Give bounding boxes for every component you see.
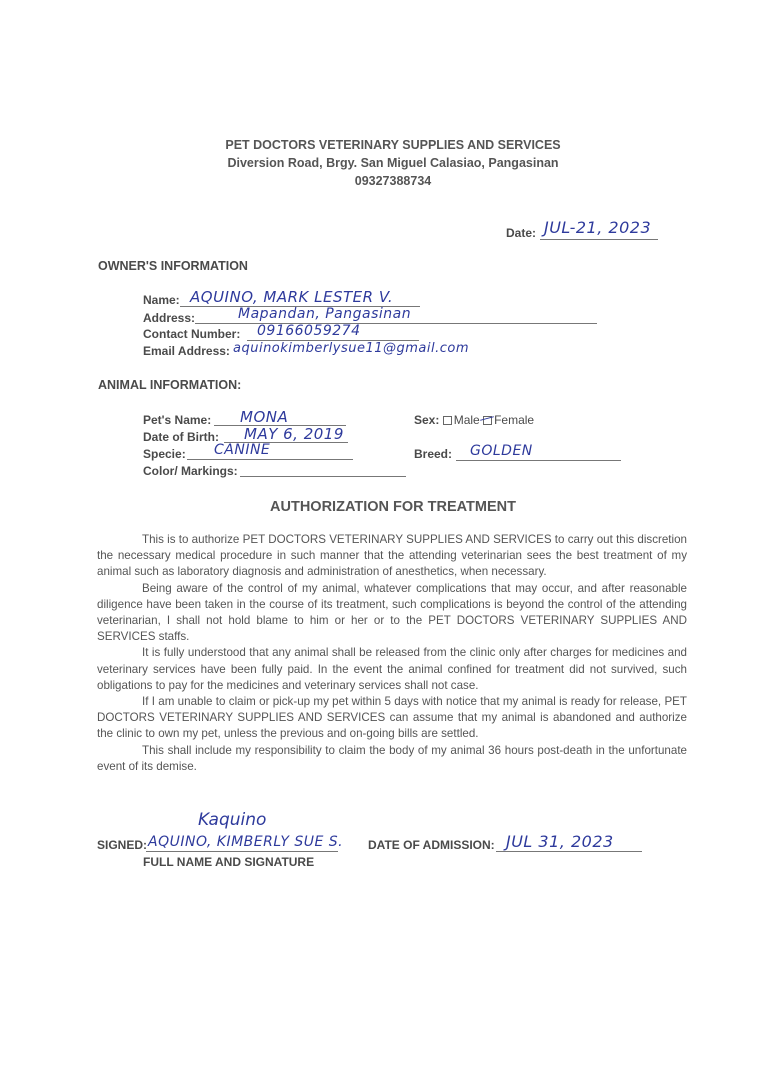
admission-label: DATE OF ADMISSION: <box>368 838 495 852</box>
authorization-title: AUTHORIZATION FOR TREATMENT <box>270 499 516 515</box>
owner-heading: OWNER'S INFORMATION <box>98 259 248 273</box>
owner-email-label: Email Address: <box>143 344 230 358</box>
signed-value: AQUINO, KIMBERLY SUE S. <box>148 834 344 850</box>
specie-line <box>187 459 353 460</box>
owner-address-line <box>195 323 597 324</box>
pet-name-label: Pet's Name: <box>143 413 212 427</box>
owner-contact-label: Contact Number: <box>143 327 241 341</box>
clinic-address: Diversion Road, Brgy. San Miguel Calasiao, Pangasinan <box>227 156 559 170</box>
male-checkbox[interactable] <box>443 416 452 425</box>
clinic-name: PET DOCTORS VETERINARY SUPPLIES AND SERVICES <box>225 138 561 152</box>
female-check-mark <box>480 417 494 422</box>
specie-value: CANINE <box>214 442 271 458</box>
breed-value: GOLDEN <box>470 443 533 459</box>
owner-address-label: Address: <box>143 311 196 325</box>
admission-value: JUL 31, 2023 <box>506 832 614 851</box>
date-line <box>540 239 658 240</box>
owner-name-value: AQUINO, MARK LESTER V. <box>190 288 394 306</box>
color-line <box>240 476 406 477</box>
breed-line <box>456 460 621 461</box>
male-label: Male <box>453 413 480 427</box>
signed-line <box>146 851 338 852</box>
paragraph-2: Being aware of the control of my animal, whatever complications that may occur, and after reasonable diligence have been taken in the course of its treatment, such complications is beyond the control of the attending veterinarian, I shall not hold blame to him or her or to the PET DOCTORS VETERINARY SUPPLIES AND SERVICES staffs. <box>97 581 687 644</box>
owner-name-label: Name: <box>143 293 180 307</box>
date-value: JUL-21, 2023 <box>544 218 652 237</box>
paragraph-4: If I am unable to claim or pick-up my pet within 5 days with notice that my animal is ready for release, PET DOCTORS VETERINARY SUPPLIES AND SERVICES can assume that my animal is abandoned and authorize the clinic to own my pet, unless the previous and on-going bills are settled. <box>97 695 687 741</box>
paragraph-3: It is fully understood that any animal shall be released from the clinic only after charges for medicines and veterinary services have been fully paid. In the event the animal confined for treatment did not survived, such obligations to pay for the medicines and veterinary services shall not case. <box>97 646 687 692</box>
admission-line <box>496 851 642 852</box>
specie-label: Specie: <box>143 447 186 461</box>
clinic-phone: 09327388734 <box>354 174 432 188</box>
sex-label: Sex: <box>414 413 440 427</box>
dob-label: Date of Birth: <box>143 430 219 444</box>
female-checkbox[interactable] <box>483 416 492 425</box>
paragraph-1: This is to authorize PET DOCTORS VETERINARY SUPPLIES AND SERVICES to carry out this discretion the necessary medical procedure in such manner that the attending veterinarian sees the best treatment of my animal such as laboratory diagnosis and administration of anesthetics, when necessary. <box>97 533 687 579</box>
owner-contact-value: 09166059274 <box>257 323 361 339</box>
date-label: Date: <box>506 226 537 240</box>
breed-label: Breed: <box>414 447 453 461</box>
color-label: Color/ Markings: <box>143 464 238 478</box>
owner-email-value: aquinokimberlysue11@gmail.com <box>233 341 470 356</box>
animal-heading: ANIMAL INFORMATION: <box>98 378 242 392</box>
authorization-body <box>97 532 687 775</box>
sex-field <box>414 413 534 427</box>
signed-label: SIGNED: <box>97 838 148 852</box>
dob-value: MAY 6, 2019 <box>244 425 344 443</box>
female-label: Female <box>494 413 535 427</box>
signature-scrawl: Kaquino <box>198 810 267 830</box>
paragraph-5: This shall include my responsibility to claim the body of my animal 36 hours post-death in the unfortunate event of its demise. <box>97 743 687 773</box>
pet-name-value: MONA <box>240 408 289 426</box>
signature-sublabel: FULL NAME AND SIGNATURE <box>143 855 315 869</box>
owner-address-value: Mapandan, Pangasinan <box>238 306 412 322</box>
